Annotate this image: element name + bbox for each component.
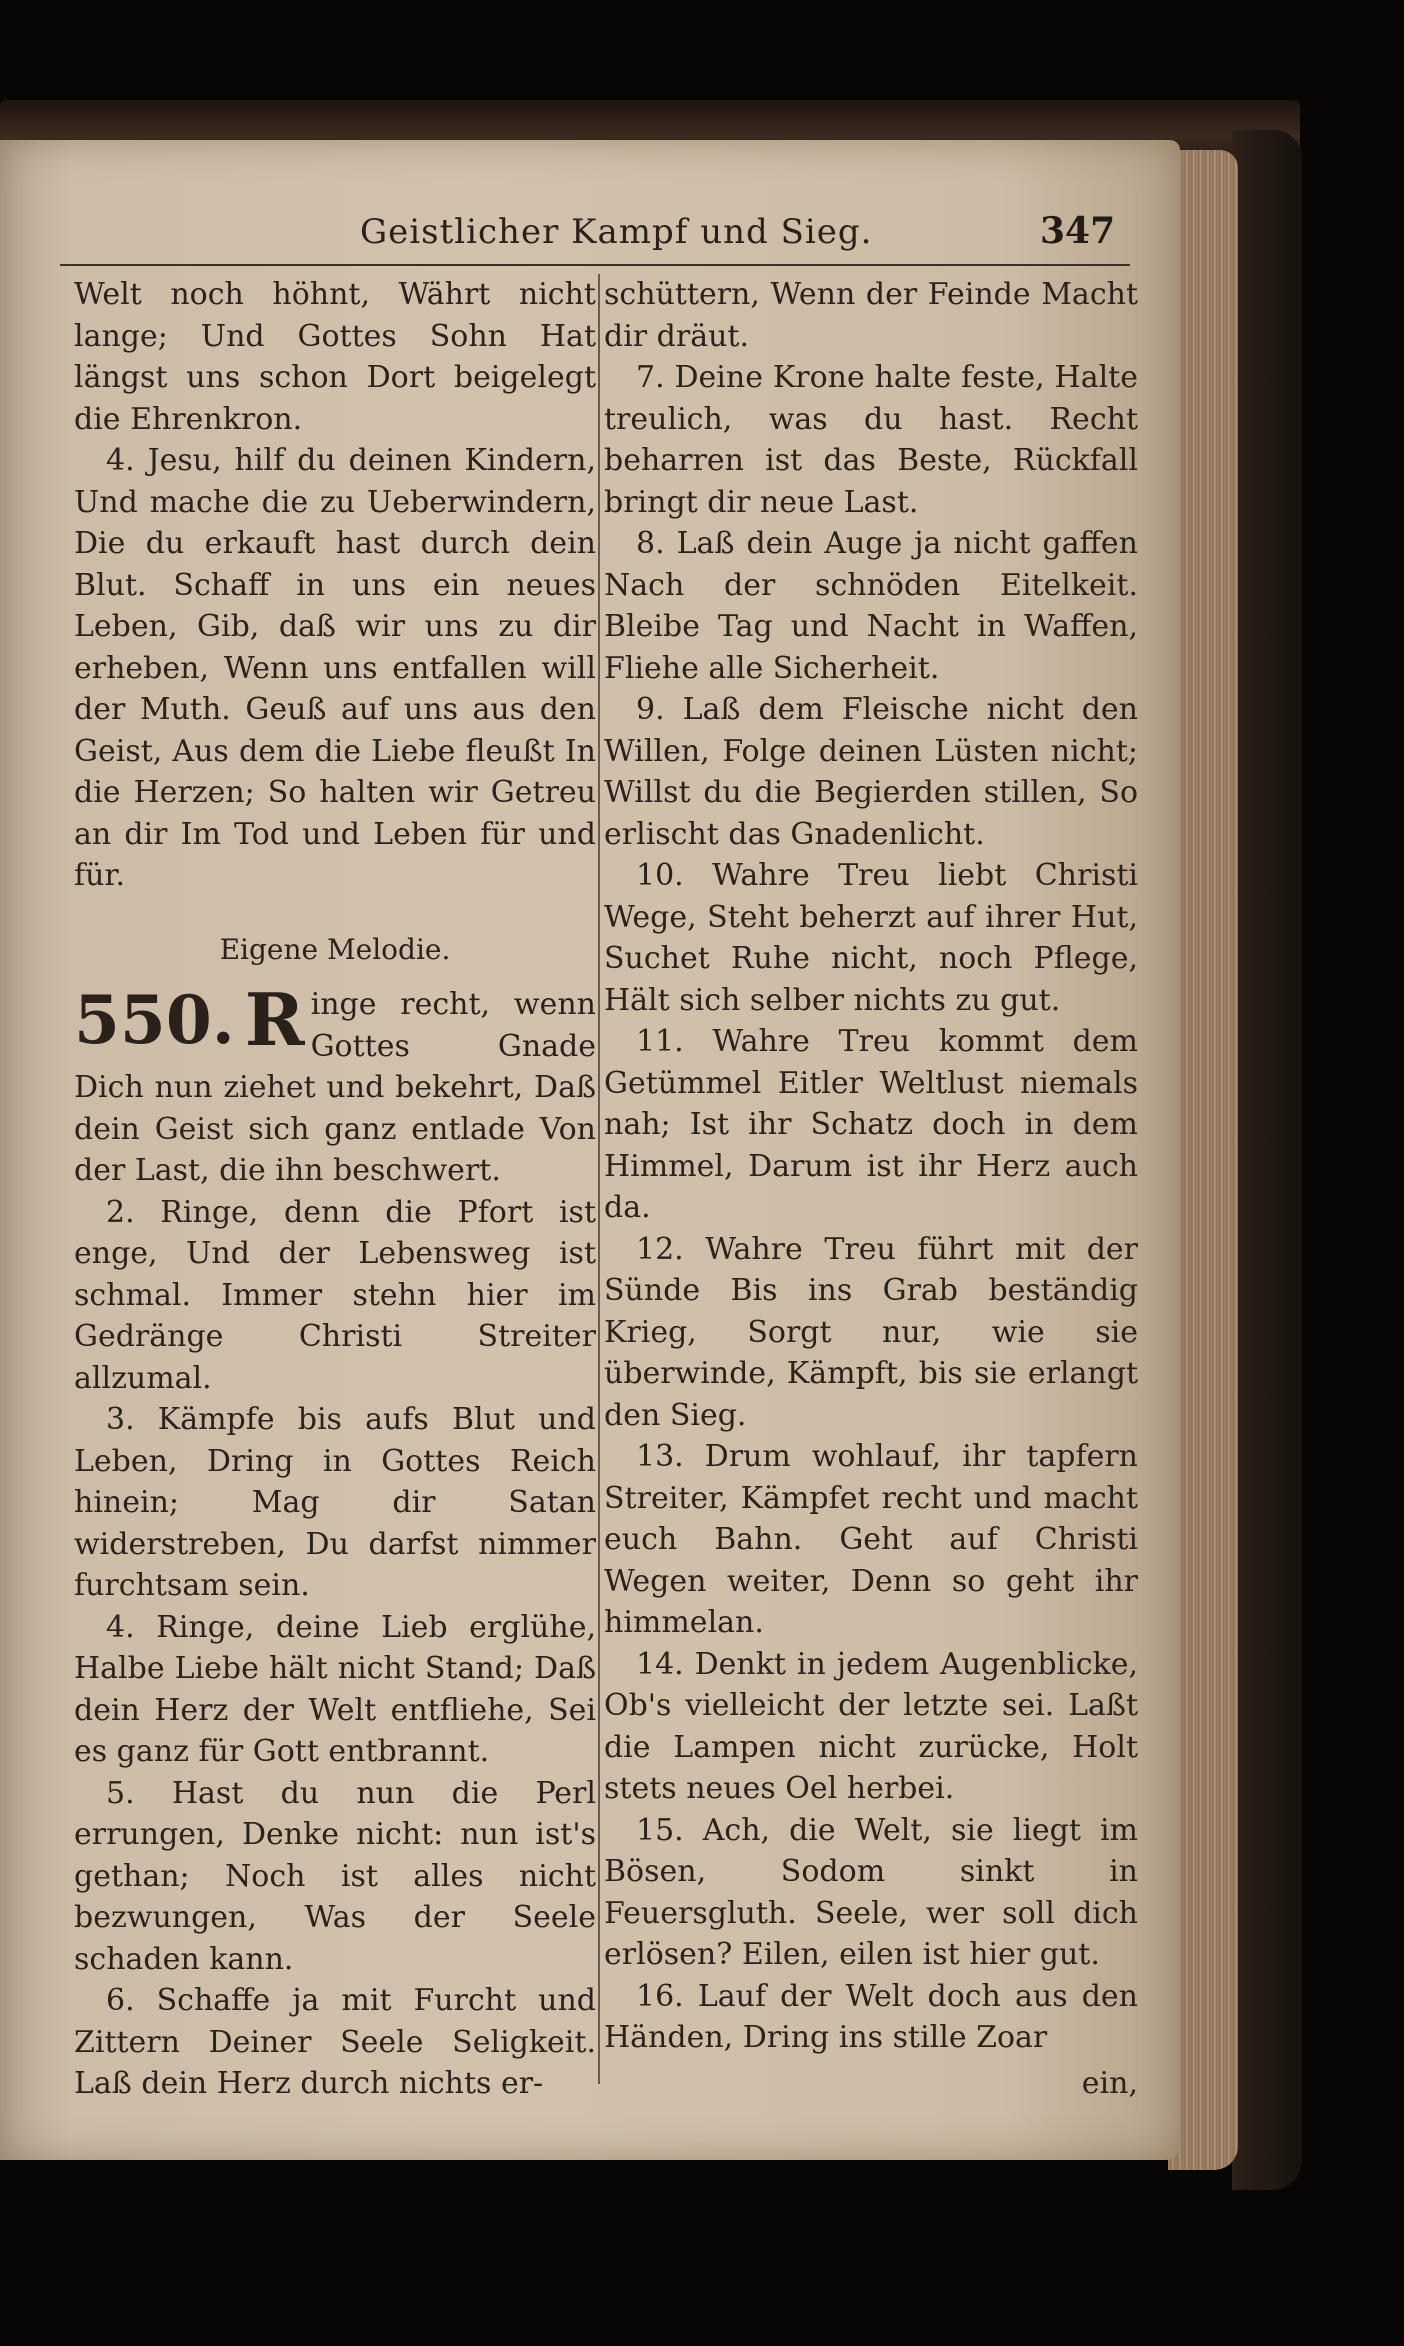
hymn-verse-15: 15. Ach, die Welt, sie liegt im Bösen, Sodom sinkt in Feuersgluth. Seele, wer soll dich erlösen? Eilen, eilen ist hier gut. <box>604 1812 1138 1972</box>
hymn-number: 550. <box>74 981 235 1059</box>
book-cover-right-edge <box>1232 130 1302 2190</box>
hymn-verse-10: 10. Wahre Treu liebt Christi Wege, Steht beherzt auf ihrer Hut, Suchet Ruhe nicht, noch Pflege, Hält sich selber nichts zu gut. <box>604 858 1138 1018</box>
hymn-verse-6: 6. Schaffe ja mit Furcht und Zittern Deiner Seele Seligkeit. Laß dein Herz durch nichts er- <box>74 1983 596 2101</box>
hymn-verse-8: 8. Laß dein Auge ja nicht gaffen Nach der schnöden Eitelkeit. Bleibe Tag und Nacht in Waffen, Fliehe alle Sicherheit. <box>604 526 1138 686</box>
hymn-verse-4: 4. Ringe, deine Lieb erglühe, Halbe Liebe hält nicht Stand; Daß dein Herz der Welt entfliehe, Sei es ganz für Gott entbrannt. <box>74 1609 596 1769</box>
page-number: 347 <box>1040 210 1116 252</box>
right-column <box>604 274 1138 2101</box>
hymn-verse-5: 5. Hast du nun die Perl errungen, Denke nicht: nun ist's gethan; Noch ist alles nicht bezwungen, Was der Seele schaden kann. <box>74 1775 596 1977</box>
hymn-verse-14: 14. Denkt in jedem Augenblicke, Ob's vielleicht der letzte sei. Laßt die Lampen nicht zurücke, Holt stets neues Oel herbei. <box>604 1646 1138 1806</box>
continued-verse-text: Welt noch höhnt, Währt nicht lange; Und Gottes Sohn Hat längst uns schon Dort beigelegt die Ehrenkron. <box>74 277 596 437</box>
hymn-verse-3: 3. Kämpfe bis aufs Blut und Leben, Dring in Gottes Reich hinein; Mag dir Satan widerstreben, Du darfst nimmer furchtsam sein. <box>74 1402 596 1603</box>
left-column <box>74 274 596 2101</box>
hymn-verse-7: 7. Deine Krone halte feste, Halte treulich, was du hast. Recht beharren ist das Beste, Rückfall bringt dir neue Last. <box>604 360 1138 520</box>
hymn-verse-13: 13. Drum wohlauf, ihr tapfern Streiter, Kämpfet recht und macht euch Bahn. Geht auf Christi Wegen weiter, Denn so geht ihr himmelan. <box>604 1439 1138 1640</box>
column-divider <box>598 274 600 2084</box>
header-rule <box>60 264 1130 266</box>
hymn-verse-2: 2. Ringe, denn die Pfort ist enge, Und der Lebensweg ist schmal. Immer stehn hier im Gedränge Christi Streiter allzumal. <box>74 1194 596 1396</box>
hymn-550-verse-1 <box>74 977 596 1192</box>
hymn-verse-12: 12. Wahre Treu führt mit der Sünde Bis ins Grab beständig Krieg, Sorgt nur, wie sie überwinde, Kämpft, bis sie erlangt den Sieg. <box>604 1231 1138 1433</box>
continued-verse-text: schüttern, Wenn der Feinde Macht dir dräut. <box>604 277 1138 354</box>
catchword: ein, <box>1081 2065 1138 2101</box>
hymn-verse-1-text: inge recht, wenn Gottes Gnade Dich nun ziehet und bekehrt, Daß dein Geist sich ganz entlade Von der Last, die ihn beschwert. <box>74 987 596 1188</box>
hymn-verse-9: 9. Laß dem Fleische nicht den Willen, Folge deinen Lüsten nicht; Willst du die Begierden stillen, So erlischt das Gnadenlicht. <box>604 692 1138 852</box>
running-head: Geistlicher Kampf und Sieg. <box>360 212 873 252</box>
verse-4: 4. Jesu, hilf du deinen Kindern, Und mache die zu Ueberwindern, Die du erkauft hast durch dein Blut. Schaff in uns ein neues Leben, Gib, daß wir uns zu dir erheben, Wenn uns entfallen will der Muth. Geuß auf uns aus den Geist, Aus dem die Liebe fleußt In die Herzen; So halten wir Getreu an dir Im Tod und Leben für und für. <box>74 443 596 893</box>
melody-note: Eigene Melodie. <box>219 932 451 966</box>
page-header <box>0 200 1130 270</box>
hymn-verse-11: 11. Wahre Treu kommt dem Getümmel Eitler Weltlust niemals nah; Ist ihr Schatz doch in dem Himmel, Darum ist ihr Herz auch da. <box>604 1024 1138 1225</box>
drop-cap-initial: R <box>244 977 305 1062</box>
hymn-verse-16: 16. Lauf der Welt doch aus den Händen, Dring ins stille Zoar <box>604 1978 1138 2055</box>
